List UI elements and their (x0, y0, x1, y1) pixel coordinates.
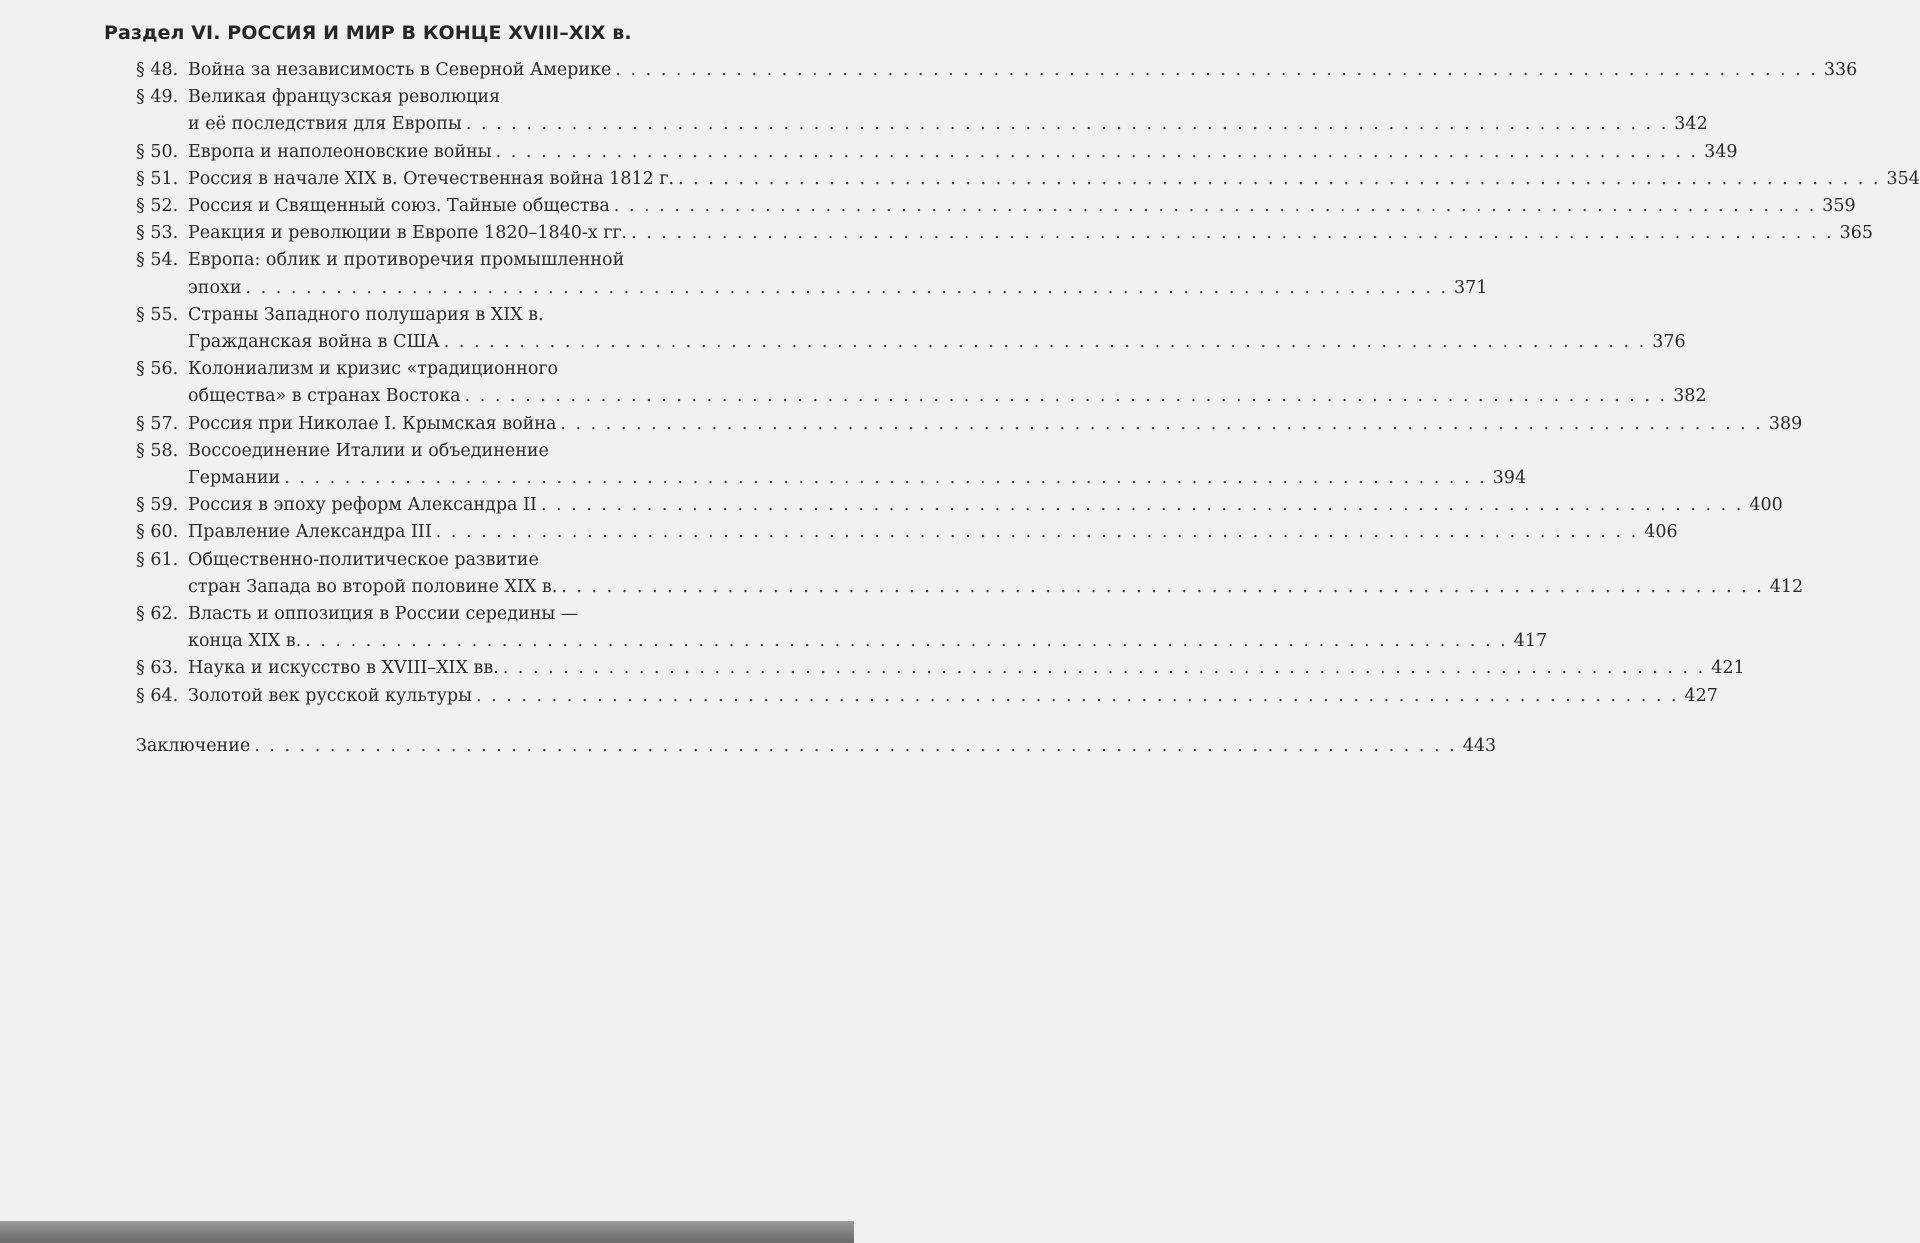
entry-page: 342 (1674, 114, 1708, 135)
entry-title-line: Общественно-политическое развитие (188, 549, 539, 570)
entry-title: Война за независимость в Северной Америке (188, 60, 612, 80)
entry-page: 427 (1684, 685, 1718, 706)
entry-title: общества» в странах Востока (188, 386, 461, 407)
entry-page: 412 (1769, 576, 1804, 597)
entry-title: эпохи (188, 277, 242, 298)
entry-number: § 56. (136, 359, 179, 380)
entry-title: Россия в начале XIX в. Отечественная война 1812 г. (188, 168, 675, 189)
dot-leader: . . . . . . . . . . . . . . . . . . . . . . . . . . . . . . . . . . . . . . . . . . . . . . . . . . . . . . . . . . . . . . . . . . . . . . . . . . . . . . . . (284, 468, 1487, 489)
entry-page: 371 (1454, 277, 1488, 298)
entry-title-line: Воссоединение Италии и объединение (188, 440, 549, 461)
entry-title: Россия в эпоху реформ Александра II (188, 495, 537, 516)
toc-entry[interactable] (136, 601, 1548, 655)
dot-leader: . . . . . . . . . . . . . . . . . . . . . . . . . . . . . . . . . . . . . . . . . . . . . . . . . . . . . . . . . . . . . . . . . . . . . . . . . . . . . . . . (502, 658, 1706, 679)
dot-leader: . . . . . . . . . . . . . . . . . . . . . . . . . . . . . . . . . . . . . . . . . . . . . . . . . . . . . . . . . . . . . . . . . . . . . . . . . . . . . . . . (245, 277, 1449, 298)
toc-entry[interactable] (136, 356, 1707, 410)
entry-number: § 62. (136, 604, 179, 625)
entry-title: и её последствия для Европы (188, 114, 462, 135)
entry-page: 354 (1886, 168, 1920, 189)
entry-title: Правление Александра III (188, 522, 432, 543)
scan-edge (0, 1221, 854, 1243)
toc-list (136, 57, 1920, 710)
toc-entry[interactable] (136, 411, 1803, 438)
dot-leader: . . . . . . . . . . . . . . . . . . . . . . . . . . . . . . . . . . . . . . . . . . . . . . . . . . . . . . . . . . . . . . . . . . . . . . . . . . . . . . . . (495, 141, 1699, 162)
entry-page: 394 (1492, 468, 1527, 489)
entry-title: Европа и наполеоновские войны (188, 141, 492, 162)
entry-title-line: Великая французская революция (188, 87, 501, 108)
entry-page: 376 (1652, 332, 1686, 353)
toc-entry[interactable] (136, 139, 1738, 166)
entry-number: § 49. (136, 87, 179, 108)
entry-number: § 51. (136, 168, 179, 189)
entry-page: 382 (1673, 386, 1707, 407)
dot-leader: . . . . . . . . . . . . . . . . . . . . . . . . . . . . . . . . . . . . . . . . . . . . . . . . . . . . . . . . . . . . . . . . . . . . . . . . . . . . . . . . (540, 495, 1744, 516)
toc-entry[interactable] (136, 166, 1920, 193)
conclusion-page: 443 (1462, 736, 1497, 756)
entry-page: 406 (1644, 522, 1678, 543)
dot-leader: . . . . . . . . . . . . . . . . . . . . . . . . . . . . . . . . . . . . . . . . . . . . . . . . . . . . . . . . . . . . . . . . . . . . . . . . . . . . . . . . (443, 332, 1647, 353)
entry-number: § 55. (136, 304, 179, 325)
entry-title: Реакция и революции в Европе 1820–1840-х гг. (188, 223, 628, 244)
entry-number: § 48. (136, 60, 179, 80)
dot-leader: . . . . . . . . . . . . . . . . . . . . . . . . . . . . . . . . . . . . . . . . . . . . . . . . . . . . . . . . . . . . . . . . . . . . . . . . . . . . . . . . (613, 196, 1817, 217)
entry-number: § 52. (136, 196, 179, 217)
conclusion-entry[interactable] (136, 733, 1497, 760)
dot-leader: . . . . . . . . . . . . . . . . . . . . . . . . . . . . . . . . . . . . . . . . . . . . . . . . . . . . . . . . . . . . . . . . . . . . . . . . . . . . . . . . (465, 114, 1669, 135)
dot-leader: . . . . . . . . . . . . . . . . . . . . . . . . . . . . . . . . . . . . . . . . . . . . . . . . . . . . . . . . . . . . . . . . . . . . . . . . . . . . . . . . (631, 223, 1834, 244)
toc-entry[interactable] (136, 492, 1783, 519)
toc-entry[interactable] (136, 193, 1856, 220)
entry-number: § 57. (136, 413, 179, 434)
entry-page: 349 (1704, 141, 1738, 162)
toc-entry[interactable] (136, 302, 1686, 356)
entry-title: Россия и Священный союз. Тайные общества (188, 196, 610, 217)
toc-entry[interactable] (136, 547, 1804, 601)
entry-page: 336 (1823, 60, 1858, 80)
entry-page: 400 (1749, 495, 1783, 516)
toc-entry[interactable] (136, 247, 1488, 301)
entry-title: Золотой век русской культуры (188, 685, 473, 706)
entry-page: 359 (1822, 196, 1856, 217)
toc-entry[interactable] (136, 519, 1678, 546)
entry-title: Наука и искусство в XVIII–XIX вв. (188, 658, 499, 679)
dot-leader: . . . . . . . . . . . . . . . . . . . . . . . . . . . . . . . . . . . . . . . . . . . . . . . . . . . . . . . . . . . . . . . . . . . . . . . . . . . . . . . . (254, 736, 1457, 756)
conclusion-title: Заключение (136, 736, 251, 756)
dot-leader: . . . . . . . . . . . . . . . . . . . . . . . . . . . . . . . . . . . . . . . . . . . . . . . . . . . . . . . . . . . . . . . . . . . . . . . . . . . . . . . . (464, 386, 1668, 407)
entry-title-line: Европа: облик и противоречия промышленной (188, 250, 625, 271)
toc-entry[interactable] (136, 57, 1858, 84)
entry-title: стран Запада во второй половине XIX в. (188, 576, 558, 597)
entry-number: § 59. (136, 495, 179, 516)
toc-entry[interactable] (136, 683, 1718, 710)
entry-number: § 63. (136, 658, 179, 679)
dot-leader: . . . . . . . . . . . . . . . . . . . . . . . . . . . . . . . . . . . . . . . . . . . . . . . . . . . . . . . . . . . . . . . . . . . . . . . . . . . . . . . . (305, 631, 1508, 652)
dot-leader: . . . . . . . . . . . . . . . . . . . . . . . . . . . . . . . . . . . . . . . . . . . . . . . . . . . . . . . . . . . . . . . . . . . . . . . . . . . . . . . . (678, 168, 1881, 189)
entry-number: § 61. (136, 549, 179, 570)
entry-number: § 50. (136, 141, 179, 162)
dot-leader: . . . . . . . . . . . . . . . . . . . . . . . . . . . . . . . . . . . . . . . . . . . . . . . . . . . . . . . . . . . . . . . . . . . . . . . . . . . . . . . . (435, 522, 1639, 543)
entry-page: 421 (1711, 658, 1745, 679)
entry-title: конца XIX в. (188, 631, 302, 652)
entry-page: 417 (1513, 631, 1548, 652)
entry-title-line: Колониализм и кризис «традиционного (188, 359, 559, 380)
entry-title: Россия при Николае I. Крымская война (188, 413, 557, 434)
dot-leader: . . . . . . . . . . . . . . . . . . . . . . . . . . . . . . . . . . . . . . . . . . . . . . . . . . . . . . . . . . . . . . . . . . . . . . . . . . . . . . . . (476, 685, 1679, 706)
entry-number: § 60. (136, 522, 179, 543)
entry-title: Германии (188, 468, 281, 489)
entry-page: 365 (1839, 223, 1874, 244)
toc-entry[interactable] (136, 84, 1708, 138)
dot-leader: . . . . . . . . . . . . . . . . . . . . . . . . . . . . . . . . . . . . . . . . . . . . . . . . . . . . . . . . . . . . . . . . . . . . . . . . . . . . . . . . (615, 60, 1818, 80)
dot-leader: . . . . . . . . . . . . . . . . . . . . . . . . . . . . . . . . . . . . . . . . . . . . . . . . . . . . . . . . . . . . . . . . . . . . . . . . . . . . . . . . (560, 413, 1763, 434)
entry-number: § 54. (136, 250, 179, 271)
section-title: Раздел VI. РОССИЯ И МИР В КОНЦЕ XVIII–XIX в. (104, 22, 632, 44)
entry-page: 389 (1768, 413, 1803, 434)
entry-number: § 53. (136, 223, 179, 244)
entry-title-line: Власть и оппозиция в России середины — (188, 604, 579, 625)
entry-title-line: Страны Западного полушария в XIX в. (188, 304, 544, 325)
entry-number: § 64. (136, 685, 179, 706)
entry-title: Гражданская война в США (188, 332, 440, 353)
dot-leader: . . . . . . . . . . . . . . . . . . . . . . . . . . . . . . . . . . . . . . . . . . . . . . . . . . . . . . . . . . . . . . . . . . . . . . . . . . . . . . . . (561, 576, 1764, 597)
entry-number: § 58. (136, 440, 179, 461)
toc-entry[interactable] (136, 655, 1745, 682)
toc-entry[interactable] (136, 438, 1527, 492)
toc-entry[interactable] (136, 220, 1874, 247)
